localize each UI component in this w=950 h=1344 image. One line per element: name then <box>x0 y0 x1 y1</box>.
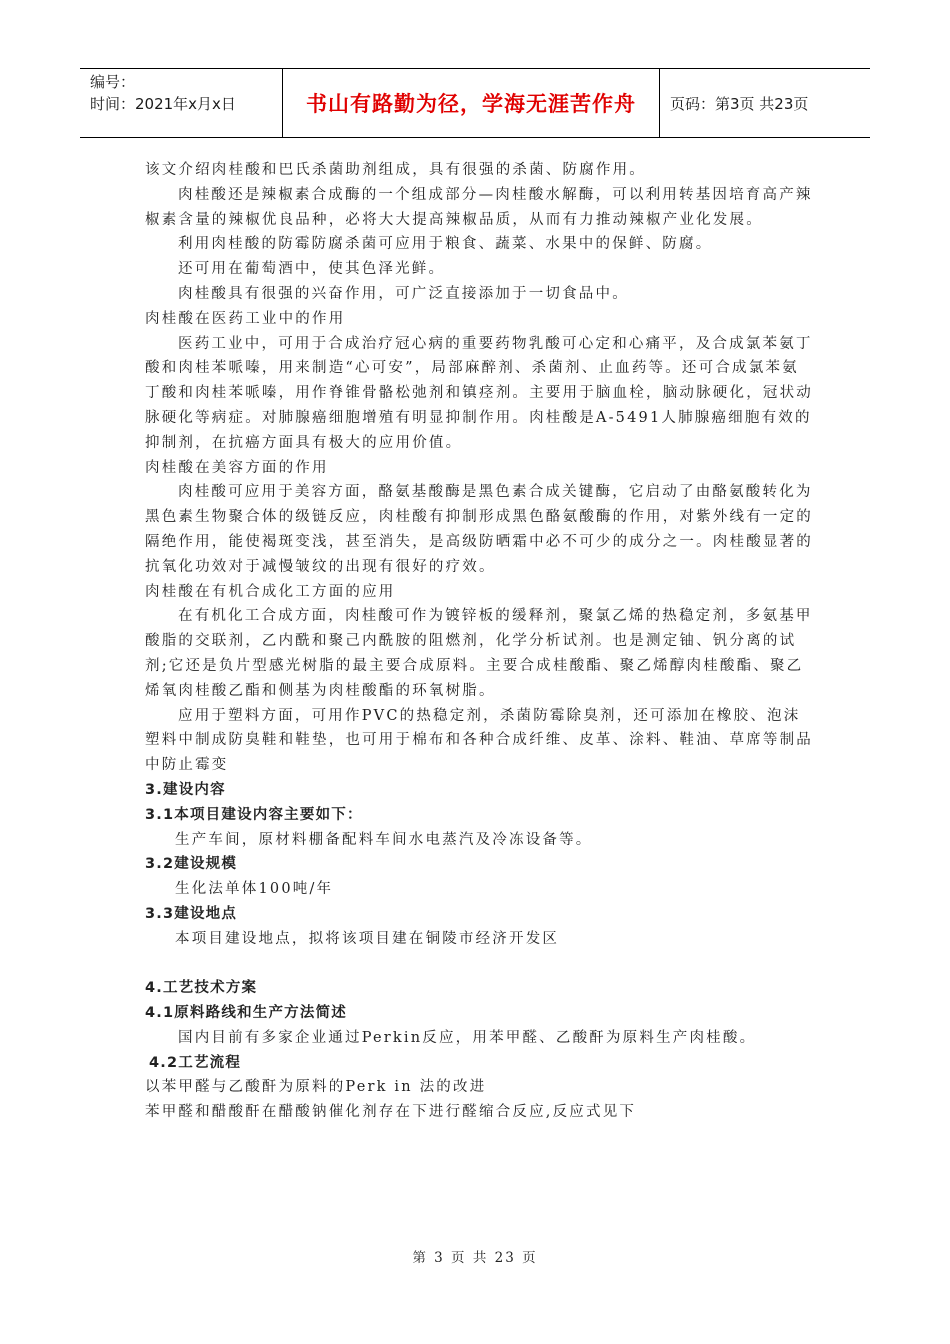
section-heading-3: 3.建设内容 <box>145 781 226 798</box>
paragraph: 生产车间，原材料棚备配料车间水电蒸汽及冷冻设备等。 <box>175 831 593 848</box>
paragraph: 国内目前有多家企业通过Perkin反应，用苯甲醛、乙酸酐为原料生产肉桂酸。 <box>178 1029 757 1046</box>
paragraph: 以苯甲醛与乙酸酐为原料的Perk in 法的改进 <box>145 1079 487 1096</box>
paragraph: 还可用在葡萄酒中，使其色泽光鲜。 <box>178 261 446 278</box>
page-footer: 第 3 页 共 23 页 <box>412 1250 538 1266</box>
paragraph: 利用肉桂酸的防霉防腐杀菌可应用于粮食、蔬菜、水果中的保鲜、防腐。 <box>178 236 713 253</box>
subheading-beauty: 肉桂酸在美容方面的作用 <box>145 459 329 476</box>
paragraph: 该文介绍肉桂酸和巴氏杀菌助剂组成，具有很强的杀菌、防腐作用。 <box>145 162 646 178</box>
paragraph: 在有机化工合成方面，肉桂酸可作为镀锌板的缓释剂，聚氯乙烯的热稳定剂，多氨基甲酸脂的交联剂，乙内酰和聚己内酰胺的阻燃剂，化学分析试剂。也是测定铀、钒分离的试剂;它还是负片型感光树脂的最主要合成原料。主要合成桂酸酯、聚乙烯醇肉桂酸酯、聚乙烯氧肉桂酸乙酯和侧基为肉桂酸酯的环氧树脂。 <box>145 608 813 699</box>
spacer <box>145 952 815 977</box>
section-heading-3-3: 3.3建设地点 <box>145 905 238 922</box>
paragraph: 肉桂酸可应用于美容方面，酪氨基酸酶是黑色素合成关键酶，它启动了由酪氨酸转化为黑色素生物聚合体的级链反应，肉桂酸有抑制形成黑色酪氨酸酶的作用，对紫外线有一定的隔绝作用，能使褐斑变浅，甚至消失，是高级防晒霜中必不可少的成分之一。肉桂酸显著的抗氧化功效对于减慢皱纹的出现有很好的疗效。 <box>145 484 813 575</box>
subheading-chemical: 肉桂酸在有机合成化工方面的应用 <box>145 583 396 600</box>
section-heading-4-2: 4.2工艺流程 <box>149 1054 242 1071</box>
section-heading-4-1: 4.1原料路线和生产方法简述 <box>145 1005 347 1022</box>
document-body <box>145 158 815 1125</box>
document-date: 时间：2021年x月x日 <box>90 95 236 113</box>
page-header <box>80 68 870 138</box>
section-heading-4: 4.工艺技术方案 <box>145 980 258 997</box>
header-meta <box>80 69 282 137</box>
paragraph: 苯甲醛和醋酸酐在醋酸钠催化剂存在下进行醛缩合反应,反应式见下 <box>145 1104 637 1121</box>
paragraph: 本项目建设地点，拟将该项目建在铜陵市经济开发区 <box>175 930 560 947</box>
header-page-code: 页码：第3页 共23页 <box>670 94 809 113</box>
paragraph: 应用于塑料方面，可用作PVC的热稳定剂，杀菌防霉除臭剂，还可添加在橡胶、泡沫塑料中制成防臭鞋和鞋垫，也可用于棉布和各种合成纤维、皮革、涂料、鞋油、草席等制品中防止霉变 <box>145 707 813 774</box>
header-motto: 书山有路勤为径，学海无涯苦作舟 <box>282 69 660 137</box>
document-number-label: 编号： <box>90 73 136 91</box>
paragraph: 肉桂酸还是辣椒素合成酶的一个组成部分—肉桂酸水解酶，可以利用转基因培育高产辣椒素含量的辣椒优良品种，必将大大提高辣椒品质，从而有力推动辣椒产业化发展。 <box>145 186 813 228</box>
paragraph: 生化法单体100吨/年 <box>175 881 334 898</box>
paragraph: 医药工业中，可用于合成治疗冠心病的重要药物乳酸可心定和心痛平，及合成氯苯氨丁酸和肉桂苯哌嗪，用来制造“心可安”，局部麻醉剂、杀菌剂、止血药等。还可合成氯苯氨丁酸和肉桂苯哌嗪，用作脊锥骨骼松弛剂和镇痉剂。主要用于脑血栓，脑动脉硬化，冠状动脉硬化等病症。对肺腺癌细胞增殖有明显抑制作用。肉桂酸是A-5491人肺腺癌细胞有效的抑制剂，在抗癌方面具有极大的应用价值。 <box>145 335 813 451</box>
paragraph: 肉桂酸具有很强的兴奋作用，可广泛直接添加于一切食品中。 <box>178 285 629 302</box>
section-heading-3-1: 3.1本项目建设内容主要如下： <box>145 806 363 823</box>
section-heading-3-2: 3.2建设规模 <box>145 856 238 873</box>
subheading-medicine: 肉桂酸在医药工业中的作用 <box>145 310 346 327</box>
